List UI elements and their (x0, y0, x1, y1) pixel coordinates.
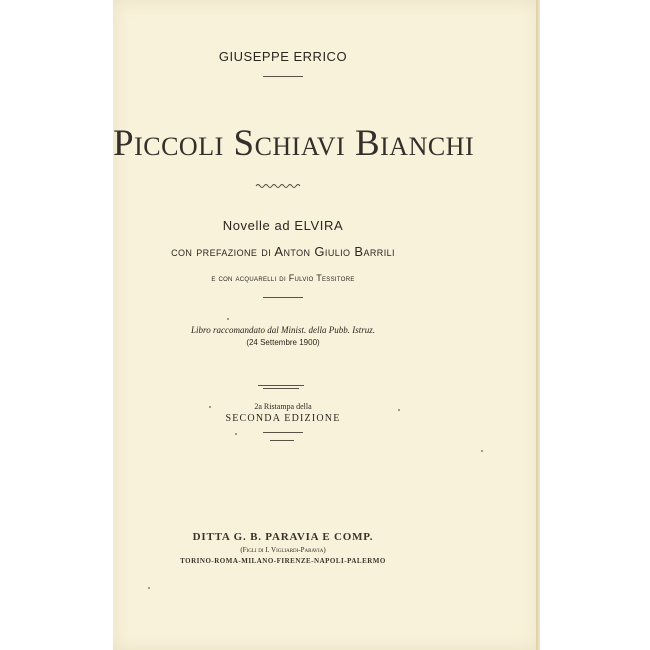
paper-speck (148, 587, 150, 589)
page-spine (536, 0, 540, 650)
publisher-name: DITTA G. B. PARAVIA E COMP. (192, 531, 374, 543)
divider-rule (270, 440, 294, 441)
paper-speck (481, 450, 483, 452)
paper-speck (209, 406, 211, 408)
reprint-note: 2a Ristampa della (254, 402, 312, 411)
publisher-cities: TORINO-ROMA-MILANO-FIRENZE-NAPOLI-PALERMO (180, 557, 386, 565)
ornament-wave-divider (255, 183, 301, 189)
divider-rule (263, 297, 303, 298)
subtitle-line-3: e con acquarelli di Fulvio Tessitore (211, 273, 355, 283)
subtitle-line-2: con prefazione di Anton Giulio Barrili (171, 244, 395, 259)
divider-rule (258, 385, 304, 386)
subtitle-line-1: Novelle ad ELVIRA (222, 218, 344, 233)
divider-rule (263, 432, 303, 433)
paper-speck (398, 409, 400, 411)
recommendation-date: (24 Settembre 1900) (246, 338, 320, 347)
paper-speck (235, 433, 237, 435)
edition-name: SECONDA EDIZIONE (225, 413, 341, 424)
recommendation-text: Libro raccomandato dal Minist. della Pubb. Istruz. (191, 325, 375, 335)
divider-rule (263, 388, 299, 389)
book-title: Piccoli Schiavi Bianchi (113, 123, 475, 164)
paper-speck (227, 318, 229, 320)
publisher-subtitle: (Figli di I. Vigliardi-Paravia) (240, 546, 326, 554)
divider-rule (263, 76, 303, 77)
author-name: GIUSEPPE ERRICO (218, 49, 348, 64)
